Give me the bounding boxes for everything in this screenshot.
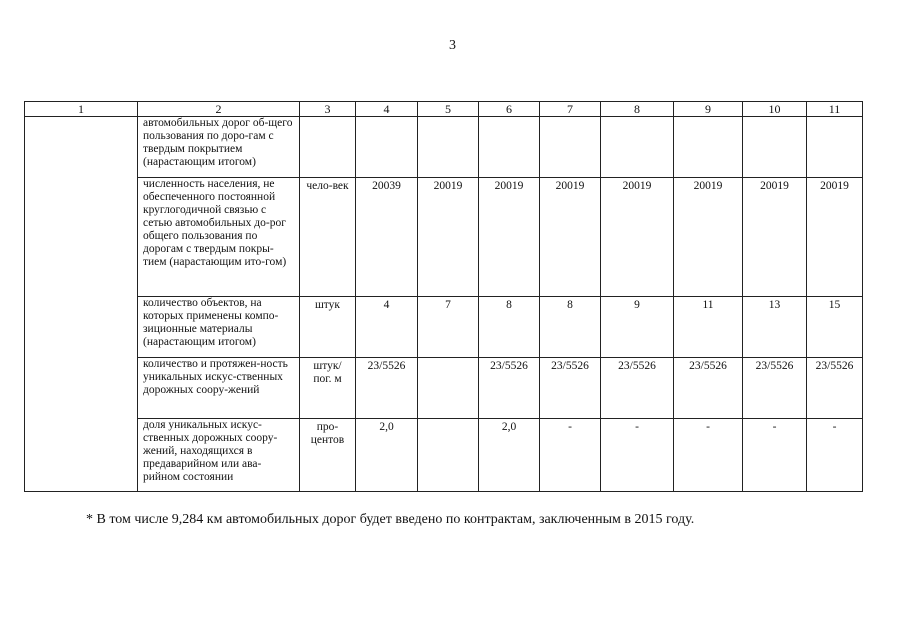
value-cell: 20019 [540,178,601,297]
value-cell: 23/5526 [674,358,743,419]
value-cell: 20019 [479,178,540,297]
value-cell [356,117,418,178]
value-cell: 23/5526 [540,358,601,419]
value-cell: 13 [743,297,807,358]
value-cell: - [601,419,674,492]
value-cell: 23/5526 [601,358,674,419]
value-cell: 20019 [418,178,479,297]
value-cell: 9 [601,297,674,358]
table-row [25,358,863,419]
unit-cell: штук [300,297,356,358]
indicator-description: численность населения, не обеспеченного постоянной круглогодичной связью с сетью автомобильных до-рог общего пользования по дорогам с твердым покры-тием (нарастающим ито-гом) [138,178,300,297]
value-cell: - [540,419,601,492]
value-cell [540,117,601,178]
value-cell [479,117,540,178]
value-cell: 20019 [674,178,743,297]
value-cell: 23/5526 [807,358,863,419]
header-row [25,102,863,117]
table-row [25,178,863,297]
value-cell: 20019 [807,178,863,297]
value-cell: - [674,419,743,492]
indicator-description: доля уникальных искус-ственных дорожных соору-жений, находящихся в предаварийном или ава-рийном состоянии [138,419,300,492]
value-cell: 2,0 [356,419,418,492]
value-cell [601,117,674,178]
value-cell: - [807,419,863,492]
value-cell: 8 [540,297,601,358]
column-header: 8 [601,102,674,117]
column-header: 5 [418,102,479,117]
value-cell [418,419,479,492]
column-header: 10 [743,102,807,117]
unit-cell: штук/ пог. м [300,358,356,419]
table-row [25,419,863,492]
value-cell: 23/5526 [743,358,807,419]
column-header: 7 [540,102,601,117]
indicator-description: количество и протяжен-ность уникальных искус-ственных дорожных соору-жений [138,358,300,419]
value-cell: - [743,419,807,492]
indicator-description: автомобильных дорог об-щего пользования по доро-гам с твердым покрытием (нарастающим итогом) [138,117,300,178]
unit-cell [300,117,356,178]
page-number: 3 [449,38,456,53]
indicators-table [24,101,863,492]
value-cell: 11 [674,297,743,358]
footnote: * В том числе 9,284 км автомобильных дорог будет введено по контрактам, заключенным в 2015 году. [86,512,695,527]
column-header: 2 [138,102,300,117]
column-header: 1 [25,102,138,117]
value-cell: 20039 [356,178,418,297]
value-cell: 4 [356,297,418,358]
value-cell: 23/5526 [479,358,540,419]
table-row [25,297,863,358]
indicator-description: количество объектов, на которых применены компо-зиционные материалы (нарастающим итогом) [138,297,300,358]
value-cell: 2,0 [479,419,540,492]
table-row [25,117,863,178]
value-cell: 23/5526 [356,358,418,419]
unit-cell: чело-век [300,178,356,297]
value-cell: 20019 [601,178,674,297]
value-cell: 15 [807,297,863,358]
value-cell [418,358,479,419]
column-header: 6 [479,102,540,117]
value-cell [418,117,479,178]
value-cell: 20019 [743,178,807,297]
column-header: 9 [674,102,743,117]
merged-first-column-cell [25,117,138,492]
value-cell: 7 [418,297,479,358]
value-cell [674,117,743,178]
value-cell [743,117,807,178]
column-header: 4 [356,102,418,117]
column-header: 11 [807,102,863,117]
value-cell [807,117,863,178]
value-cell: 8 [479,297,540,358]
column-header: 3 [300,102,356,117]
unit-cell: про-центов [300,419,356,492]
